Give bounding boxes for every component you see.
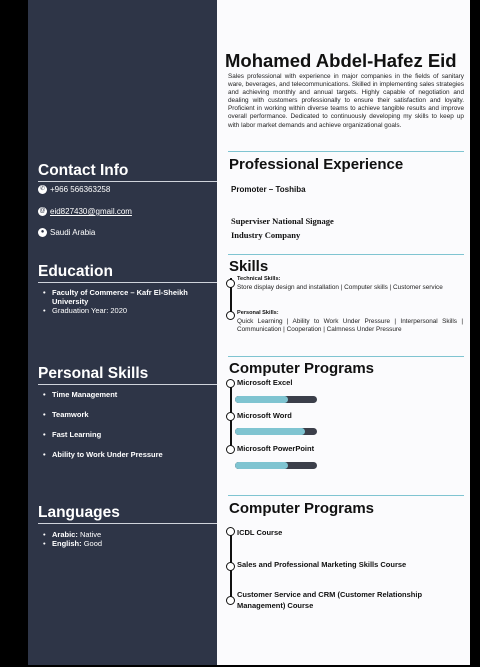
- timeline-dot: [226, 527, 235, 536]
- personal-skill-item: • Ability to Work Under Pressure: [52, 450, 212, 459]
- phone-icon: ✆: [39, 186, 46, 192]
- personal-skill-item: • Fast Learning: [52, 430, 212, 439]
- sidebar: [28, 0, 217, 665]
- program-level-fill: [235, 462, 288, 469]
- education-item: • Faculty of Commerce – Kafr El-Sheikh University: [52, 288, 212, 306]
- education-divider: [38, 282, 217, 283]
- timeline-dot: [226, 311, 235, 320]
- education-item: • Graduation Year: 2020: [52, 306, 212, 315]
- courses-top-divider: [228, 495, 464, 496]
- languages-heading: Languages: [38, 504, 120, 521]
- program-name: Microsoft PowerPoint: [237, 444, 315, 453]
- experience-top-divider: [228, 151, 464, 152]
- personal-skill-item: • Time Management: [52, 390, 212, 399]
- personal-skills-list: [38, 390, 212, 459]
- main-content: [217, 0, 470, 665]
- education-list: [38, 288, 212, 315]
- timeline-dot: [226, 379, 235, 388]
- contact-email[interactable]: [38, 207, 132, 216]
- experience-item: Superviser National Signage: [231, 216, 334, 226]
- program-level-fill: [235, 428, 305, 435]
- courses-heading: Computer Programs: [229, 500, 375, 517]
- timeline-dot: [226, 279, 235, 288]
- candidate-name: Mohamed Abdel-Hafez Eid: [225, 50, 457, 71]
- program-level-bar: [235, 428, 317, 435]
- profile-summary: Sales professional with experience in major companies in the fields of sanitary ware, beverages, and telecommunications. Skilled in implementing sales strategies and achieving monthly and annual targets. Highly capable of negotiation and dealing with customers professionally to ensure their satisfaction and loyalty. Proficient in working within diverse teams to achieve tangible results and improve overall performance. Dedicated to continuously developing my skills to keep up with labor market demands and achieve organizational goals.: [228, 73, 464, 129]
- language-item: [52, 539, 212, 548]
- course-item: Sales and Professional Marketing Skills Course: [237, 560, 407, 569]
- experience-item: Industry Company: [231, 230, 301, 240]
- timeline-dot: [226, 562, 235, 571]
- technical-skills-text: Store display design and installation | Computer skills | Customer service: [237, 284, 443, 291]
- personal-skills-text: Quick Learning | Ability to Work Under Pressure | Interpersonal Skills | Communication | Cooperation | Calmness Under Pressure: [237, 318, 463, 333]
- personal-skills-heading: Personal Skills: [38, 365, 149, 382]
- contact-phone: [38, 185, 110, 194]
- program-name: Microsoft Excel: [237, 378, 293, 387]
- skills-top-divider: [228, 254, 464, 255]
- email-link[interactable]: eid827430@gmail.com: [50, 207, 132, 216]
- timeline-dot: [226, 445, 235, 454]
- program-level-bar: [235, 396, 317, 403]
- language-level: Native: [79, 530, 102, 539]
- course-item: ICDL Course: [237, 528, 283, 537]
- personal-skills-label: Personal Skills:: [237, 310, 279, 316]
- language-label: Arabic:: [52, 530, 78, 539]
- languages-list: [38, 530, 212, 548]
- experience-heading: Professional Experience: [229, 156, 404, 173]
- technical-skills-label: Technical Skills:: [237, 276, 281, 282]
- program-name: Microsoft Word: [237, 411, 292, 420]
- language-item: [52, 530, 212, 539]
- language-label: English:: [52, 539, 82, 548]
- contact-heading: Contact Info: [38, 162, 129, 179]
- program-level-fill: [235, 396, 288, 403]
- personal-skills-divider: [38, 384, 217, 385]
- education-heading: Education: [38, 263, 113, 280]
- email-icon: @: [39, 208, 46, 214]
- phone-text: +966 566363258: [50, 185, 111, 194]
- languages-divider: [38, 523, 217, 524]
- contact-location: [38, 228, 95, 237]
- program-level-bar: [235, 462, 317, 469]
- contact-divider: [38, 181, 217, 182]
- skills-heading: Skills: [229, 258, 269, 275]
- programs-top-divider: [228, 356, 464, 357]
- timeline-dot: [226, 412, 235, 421]
- programs-heading: Computer Programs: [229, 360, 375, 377]
- personal-skill-item: • Teamwork: [52, 410, 212, 419]
- timeline-dot: [226, 596, 235, 605]
- location-pin-icon: ●: [38, 228, 47, 237]
- location-text: Saudi Arabia: [50, 228, 96, 237]
- course-item: Customer Service and CRM (Customer Relationship Management) Course: [237, 590, 423, 610]
- experience-item: Promoter – Toshiba: [231, 185, 306, 194]
- language-level: Good: [83, 539, 103, 548]
